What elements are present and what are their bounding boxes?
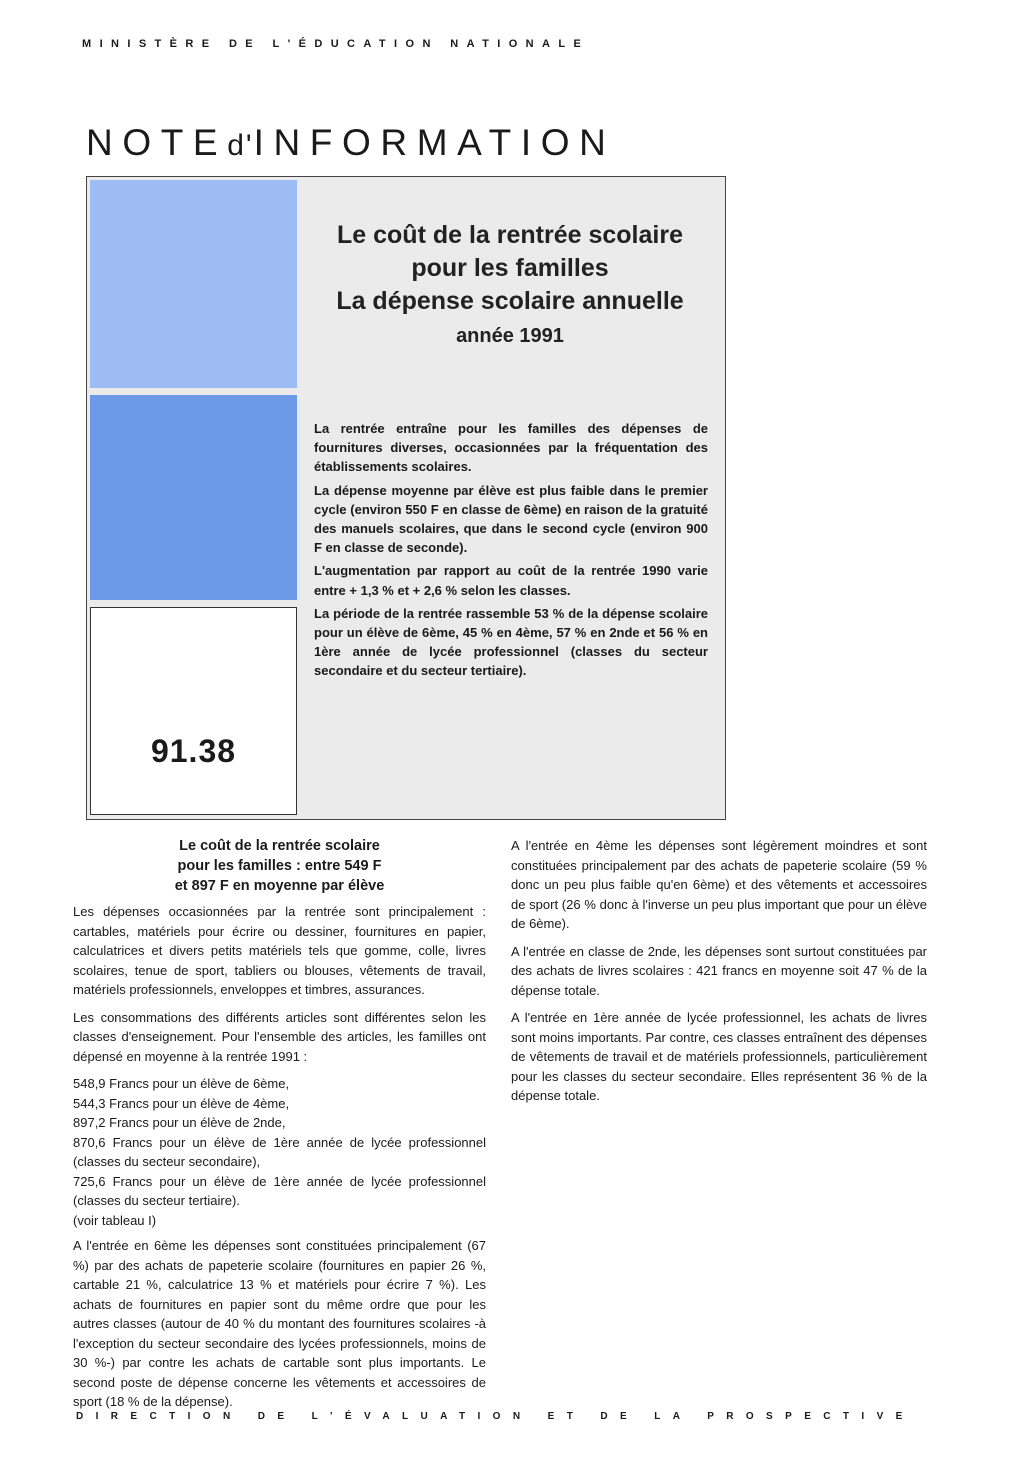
masthead-title bbox=[86, 122, 615, 164]
cover-title-line: Le coût de la rentrée scolaire bbox=[337, 221, 683, 249]
section-heading-line: Le coût de la rentrée scolaire bbox=[179, 838, 380, 854]
cover-panel bbox=[86, 176, 726, 820]
cover-summary bbox=[314, 419, 708, 685]
amount-line: 870,6 Francs pour un élève de 1ère année de lycée professionnel (classes du secteur secondaire), bbox=[73, 1134, 486, 1169]
color-block-mid bbox=[90, 395, 297, 600]
cover-title-line: La dépense scolaire annuelle bbox=[336, 287, 684, 315]
article-column-left bbox=[73, 836, 486, 1420]
amount-line: 725,6 Francs pour un élève de 1ère année de lycée professionnel (classes du secteur tertiaire). bbox=[73, 1173, 486, 1208]
summary-paragraph: La dépense moyenne par élève est plus faible dans le premier cycle (environ 550 F en classe de 6ème) en raison de la gratuité des manuels scolaires, que dans le second cycle (environ 900 F en classe de seconde). bbox=[314, 482, 708, 556]
footer-direction: DIRECTION DE L'ÉVALUATION ET DE LA PROSPECTIVE bbox=[76, 1411, 915, 1422]
summary-paragraph: L'augmentation par rapport au coût de la rentrée 1990 varie entre + 1,3 % et + 2,6 % selon les classes. bbox=[314, 563, 708, 598]
amount-line: 544,3 Francs pour un élève de 4ème, bbox=[73, 1095, 290, 1111]
amount-line: 897,2 Francs pour un élève de 2nde, bbox=[73, 1115, 286, 1130]
body-paragraph: A l'entrée en 6ème les dépenses sont constituées principalement (67 %) par des achats de papeterie scolaire (fournitures en papier 26 %, cartable 21 %, calculatrice 13 % et matériels pour écrire 7 %). Les achats de fournitures en papier sont du même ordre que pour les autres classes (autour de 40 % du montant des fournitures scolaires -à l'exception du secteur secondaire des lycées professionnels, moins de 30 %-) par contre les achats de cartable sont plus importants. Le second poste de dépense concerne les vêtements et accessoires de sport (18 % de la dépense). bbox=[73, 1238, 486, 1409]
body-paragraph: A l'entrée en classe de 2nde, les dépenses sont surtout constituées par des achats de livres scolaires : 421 francs en moyenne soit 47 % de la dépense totale. bbox=[511, 943, 927, 998]
section-heading-line: pour les familles : entre 549 F bbox=[177, 858, 382, 874]
section-heading-line: et 897 F en moyenne par élève bbox=[174, 878, 385, 894]
cover-year: année 1991 bbox=[456, 325, 564, 347]
cover-title bbox=[305, 219, 715, 353]
issue-number: 91.38 bbox=[150, 733, 237, 769]
masthead-note: NOTE bbox=[86, 122, 228, 163]
section-heading bbox=[73, 836, 486, 896]
cover-title-line: pour les familles bbox=[411, 254, 609, 282]
summary-paragraph: La rentrée entraîne pour les familles des dépenses de fournitures diverses, occasionnées par la fréquentation des établissements scolaires. bbox=[314, 421, 708, 475]
ministry-header: MINISTÈRE DE L'ÉDUCATION NATIONALE bbox=[82, 38, 590, 50]
body-paragraph: A l'entrée en 4ème les dépenses sont légèrement moindres et sont constituées principalement par des achats de papeterie scolaire (59 % donc un peu plus faible qu'en 6ème) et des vêtements et accessoires de sport (26 % donc à l'inverse un peu plus important que pour un élève de 6ème). bbox=[511, 838, 927, 931]
table-reference: (voir tableau I) bbox=[73, 1212, 157, 1228]
body-paragraph: Les dépenses occasionnées par la rentrée sont principalement : cartables, matériels pour écrire ou dessiner, fournitures en papier, calculatrices et divers petits matériels tels que gomme, colle, livres scolaires, tenue de sport, tabliers ou blouses, vêtements de travail, matériels professionnels, enveloppes et timbres, assurances. bbox=[73, 904, 486, 997]
amounts-list bbox=[73, 1074, 486, 1230]
body-paragraph: Les consommations des différents articles sont différentes selon les classes d'enseignement. Pour l'ensemble des articles, les familles ont dépensé en moyenne à la rentrée 1991 : bbox=[73, 1009, 486, 1064]
body-paragraph: A l'entrée en 1ère année de lycée professionnel, les achats de livres sont moins importants. Par contre, ces classes entraînent des dépenses de vêtements de travail et de matériels professionnels, particulièrement pour les classes du secteur secondaire. Elles représentent 36 % de la dépense totale. bbox=[511, 1010, 927, 1103]
summary-paragraph: La période de la rentrée rassemble 53 % de la dépense scolaire pour un élève de 6ème, 45 % en 4ème, 57 % en 2nde et 56 % en 1ère année de lycée professionnel (classes du secteur secondaire et du secteur tertiaire). bbox=[314, 605, 708, 679]
masthead-article: d' bbox=[227, 129, 254, 162]
color-block-light bbox=[90, 180, 297, 388]
article-column-right bbox=[511, 836, 927, 1114]
masthead-information: INFORMATION bbox=[253, 122, 616, 163]
issue-box bbox=[90, 607, 297, 815]
amount-line: 548,9 Francs pour un élève de 6ème, bbox=[73, 1076, 290, 1091]
